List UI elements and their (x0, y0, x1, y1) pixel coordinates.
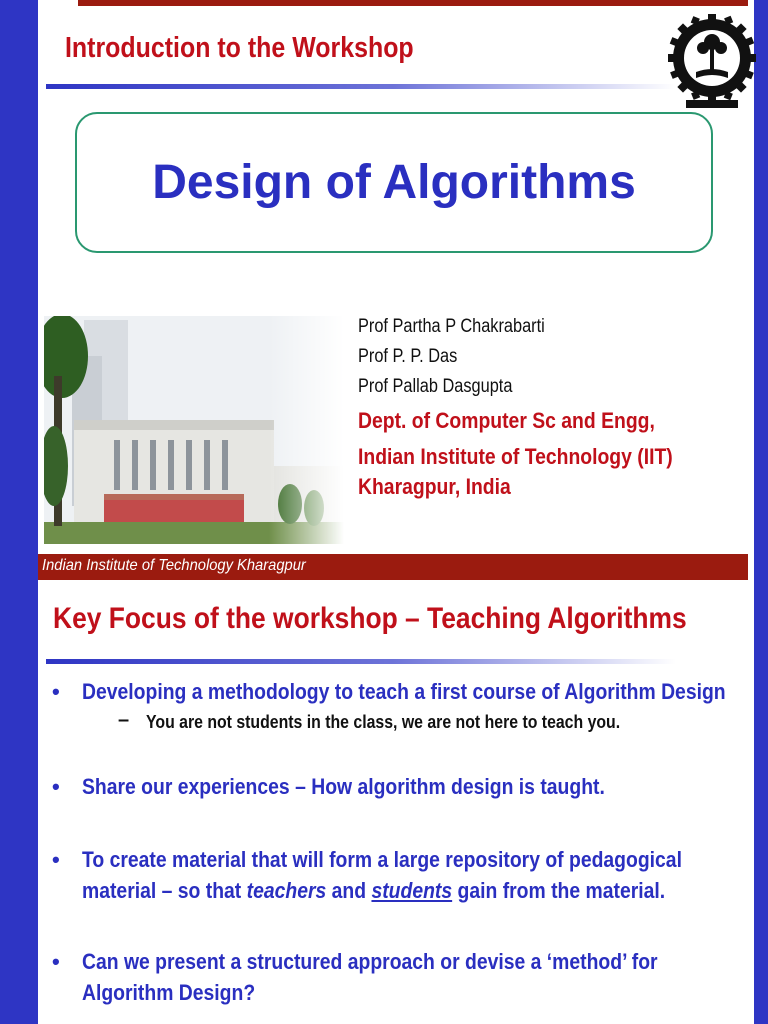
author-name-2: Prof P. P. Das (358, 346, 458, 367)
section-title: Key Focus of the workshop – Teaching Algorithms (53, 602, 687, 635)
location-line: Kharagpur, India (358, 474, 511, 499)
bullet-dot-icon: • (52, 949, 60, 974)
bullet-text: Can we present a structured approach or devise a ‘method’ for Algorithm Design? (82, 949, 658, 1005)
sub-bullet-text: You are not students in the class, we are not here to teach you. (146, 712, 621, 732)
bullet-text-part: To create material that will form a large repository of pedagogical material – so that (82, 847, 682, 903)
department-line: Dept. of Computer Sc and Engg, (358, 408, 655, 433)
author-block (358, 312, 748, 502)
institute-footer-text: Indian Institute of Technology Kharagpur (42, 557, 306, 574)
top-rule (78, 0, 748, 6)
iit-kharagpur-emblem-icon (668, 14, 756, 110)
slide-page (38, 0, 754, 1024)
left-frame-bar (0, 0, 38, 1024)
bullet-item (52, 946, 742, 1008)
bullet-dot-icon: • (52, 847, 60, 872)
dash-icon: – (118, 709, 130, 731)
bullet-item (52, 844, 742, 906)
bullet-text (82, 844, 738, 906)
presentation-title: Design of Algorithms (152, 156, 636, 209)
slide-heading: Introduction to the Workshop (65, 32, 414, 64)
right-frame-bar (754, 0, 768, 1024)
sub-bullet-item (82, 709, 742, 735)
bullet-dot-icon: • (52, 774, 60, 799)
bullet-text-part: gain from the material. (452, 878, 666, 903)
bullet-text-part: and (326, 878, 372, 903)
institute-footer-band (38, 554, 748, 580)
campus-building-photo (44, 316, 344, 544)
section-underline (46, 659, 676, 664)
bullet-list (52, 676, 742, 1008)
author-name-3: Prof Pallab Dasgupta (358, 376, 513, 397)
bullet-text: Developing a methodology to teach a first course of Algorithm Design (82, 679, 726, 704)
title-box (75, 112, 713, 253)
bullet-item (52, 771, 742, 802)
author-name-1: Prof Partha P Chakrabarti (358, 316, 545, 337)
bullet-dot-icon: • (52, 679, 60, 704)
students-emphasis: students (371, 878, 453, 903)
bullet-item (52, 676, 742, 735)
heading-underline (46, 84, 676, 89)
institute-line: Indian Institute of Technology (IIT) (358, 444, 673, 469)
bullet-text: Share our experiences – How algorithm design is taught. (82, 774, 605, 799)
teachers-emphasis: teachers (246, 878, 327, 903)
